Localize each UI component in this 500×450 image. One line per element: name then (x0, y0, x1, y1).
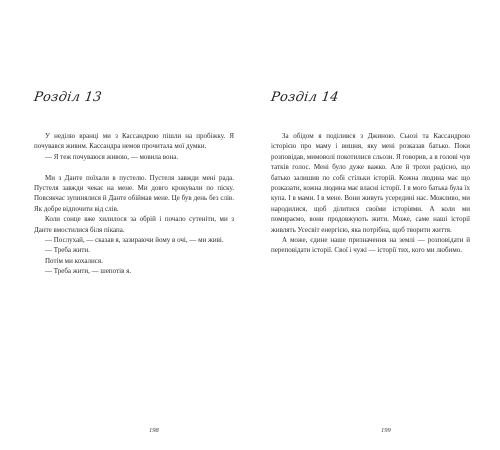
paragraph: Потім ми кохалися. (45, 256, 103, 265)
paragraph: — Послухай, — сказав я, зазираючи йому в очі, — ми живі. (45, 236, 224, 245)
right-page (271, 0, 470, 450)
chapter-text (34, 131, 234, 277)
chapter-title: Розділ 14 (269, 90, 340, 105)
paragraph: У неділю вранці ми з Кассандрою пішли на пробіжку. Я почувався живим. Кассандра немов прочитала мої думки. (34, 132, 234, 151)
paragraph: — Я теж почуваюся живою, — мовила вона. (45, 152, 179, 161)
paragraph: А може, єдине наше призначення на землі — розповідати й переповідати історії. Свої і чужі — історії тих, кого ми любимо. (271, 236, 470, 255)
paragraph: — Треба жити, — шепотів я. (45, 267, 132, 276)
paragraph: Коли сонце вже хилилося за обрій і почало сутеніти, ми з Данте вмостилися біля пікапа. (34, 215, 234, 234)
paragraph: Ми з Данте поїхали в пустелю. Пустеля завжди мені рада. Пустеля завжди чекає на мене. Ми довго крокували по піску. Повсякчас зупинялися й Данте обіймав мене. Це був день без слів. Як добре відпочити від слів. (34, 173, 234, 213)
paragraph: — Треба жити. (45, 246, 90, 255)
chapter-text (271, 131, 470, 256)
paragraph: За обідом я поділився з Джиною. Сьюзі та Кассандрою історією про маму і вишня, яку мені розказав батько. Поки розповідав, мимоволі покотилися сльози. Я говорив, а в голові чув татків голос. Мені було дуже важко. Але й трохи радісно, що батько залишив по собі стільки історій. Кожна людина має що розказати, кожна людина має власні історії. І в мого батька була їх купа. І в мами. І в мене. Вони живуть усередині нас. Можливо, ми народилися, щоб ділитися своїми історіями. А коли ми помираємо, вони продовжують жити. Може, саме наші історії живлять Усесвіт енергією, яка потрібна, щоб творити життя. (271, 132, 470, 234)
page-number: 199 (381, 427, 391, 434)
chapter-title: Розділ 13 (32, 90, 103, 105)
page-number: 198 (149, 427, 159, 434)
left-page (34, 0, 234, 450)
